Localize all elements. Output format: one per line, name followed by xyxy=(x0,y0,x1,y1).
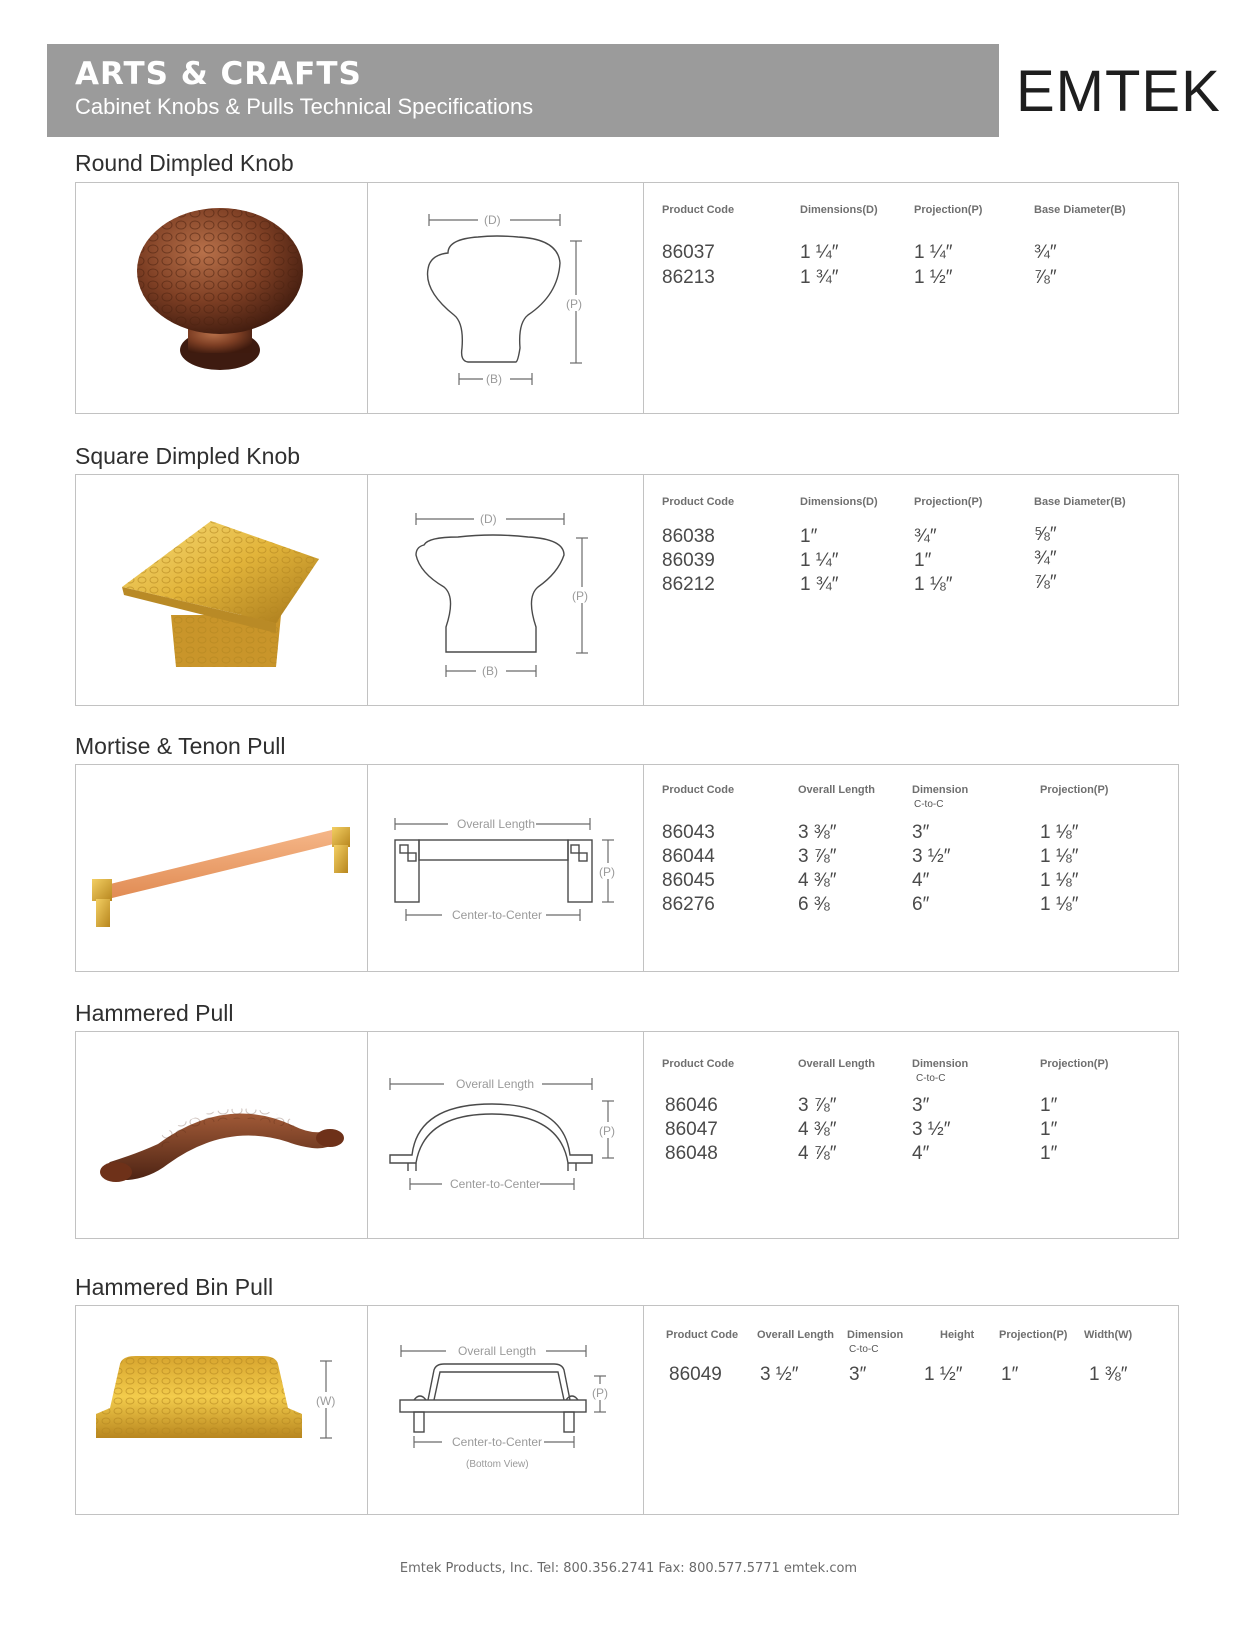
table-cell: 1″ xyxy=(1001,1364,1019,1385)
col-header: Product Code xyxy=(666,1329,739,1341)
dim-label-p: (P) xyxy=(599,865,615,879)
spec-box-square-knob xyxy=(75,474,1179,706)
dim-label-ctc: Center-to-Center xyxy=(452,908,543,922)
section-title: Mortise & Tenon Pull xyxy=(75,733,286,759)
table-cell: 4 ⅜″ xyxy=(798,870,837,891)
table-cell: 1 ⅛″ xyxy=(1040,846,1079,867)
table-cell: 1 ⅛″ xyxy=(914,574,953,595)
col-header: Dimensions(D) xyxy=(800,204,878,216)
table-cell: 3 ½″ xyxy=(760,1364,799,1385)
spec-box-round-knob xyxy=(75,182,1179,414)
table-cell: 1 ¾″ xyxy=(800,267,839,288)
spec-table xyxy=(644,183,1178,413)
technical-drawing-cell xyxy=(368,475,644,705)
spec-table xyxy=(644,1306,1178,1514)
col-header: Base Diameter(B) xyxy=(1034,496,1126,508)
square-knob-drawing xyxy=(368,475,644,707)
col-header: Projection(P) xyxy=(914,496,983,508)
dim-label-overall: Overall Length xyxy=(457,817,536,831)
copper-round-knob-photo xyxy=(76,183,368,415)
col-header: Projection(P) xyxy=(999,1329,1068,1341)
table-cell: 86045 xyxy=(662,870,715,891)
table-cell: 4″ xyxy=(912,1143,930,1164)
table-cell: 86044 xyxy=(662,846,715,867)
col-header: Dimension xyxy=(912,1058,969,1070)
dim-label-w: (W) xyxy=(316,1394,336,1408)
dim-label-overall: Overall Length xyxy=(456,1077,535,1091)
table-cell: 6 ⅜ xyxy=(798,894,830,915)
table-cell: 86213 xyxy=(662,267,715,288)
table-cell: 3 ⅜″ xyxy=(798,822,837,843)
section-title: Hammered Pull xyxy=(75,1000,234,1026)
col-subheader: C-to-C xyxy=(916,1073,946,1084)
table-cell: 1″ xyxy=(1040,1119,1058,1140)
table-cell: 1 ½″ xyxy=(914,267,953,288)
dim-label-d: (D) xyxy=(480,512,497,526)
table-cell: 3 ⅞″ xyxy=(798,1095,837,1116)
section-title: Hammered Bin Pull xyxy=(75,1274,274,1300)
dim-label-p: (P) xyxy=(572,589,588,603)
table-cell: 86047 xyxy=(665,1119,718,1140)
dim-label-b: (B) xyxy=(486,372,502,386)
col-subheader: C-to-C xyxy=(914,799,944,810)
table-cell: 86049 xyxy=(669,1364,722,1385)
table-cell: ⅞″ xyxy=(1034,572,1057,593)
table-cell: 86037 xyxy=(662,242,715,263)
col-header: Product Code xyxy=(662,204,735,216)
table-cell: ¾″ xyxy=(1034,242,1057,263)
table-cell: ⅝″ xyxy=(1034,524,1057,545)
col-header: Product Code xyxy=(662,1058,735,1070)
table-cell: 1″ xyxy=(800,526,818,547)
table-cell: 3″ xyxy=(849,1364,867,1385)
table-cell: 86038 xyxy=(662,526,715,547)
table-cell: 3″ xyxy=(912,822,930,843)
spec-box-hammered-pull xyxy=(75,1031,1179,1239)
table-cell: 1 ⅜″ xyxy=(1089,1364,1128,1385)
spec-box-mortise-pull xyxy=(75,764,1179,972)
table-cell: 1 ¾″ xyxy=(800,574,839,595)
table-cell: 1 ⅛″ xyxy=(1040,894,1079,915)
col-header: Projection(P) xyxy=(914,204,983,216)
table-cell: 3 ½″ xyxy=(912,1119,951,1140)
technical-drawing-cell xyxy=(368,183,644,413)
product-photo-cell xyxy=(76,765,368,971)
table-cell: 1 ¼″ xyxy=(800,550,839,571)
dim-label-p: (P) xyxy=(592,1386,608,1400)
spec-table xyxy=(644,475,1178,705)
product-photo-cell xyxy=(76,1032,368,1238)
table-cell: 6″ xyxy=(912,894,930,915)
table-cell: 86043 xyxy=(662,822,715,843)
table-cell: ¾″ xyxy=(1034,548,1057,569)
bin-pull-drawing xyxy=(368,1306,644,1516)
round-knob-drawing xyxy=(368,183,644,415)
table-cell: ⅞″ xyxy=(1034,267,1057,288)
dim-label-ctc: Center-to-Center xyxy=(452,1435,543,1449)
table-cell: 86039 xyxy=(662,550,715,571)
footer-contact: Emtek Products, Inc. Tel: 800.356.2741 Fax: 800.577.5771 emtek.com xyxy=(399,1561,858,1576)
col-header: Dimension xyxy=(847,1329,904,1341)
header-bar xyxy=(47,44,999,137)
table-cell: 86212 xyxy=(662,574,715,595)
col-header: Overall Length xyxy=(798,1058,876,1070)
mortise-pull-drawing xyxy=(368,765,644,973)
dim-label-p: (P) xyxy=(599,1124,615,1138)
technical-drawing-cell xyxy=(368,1032,644,1238)
section-title: Square Dimpled Knob xyxy=(75,443,301,469)
table-cell: 1 ⅛″ xyxy=(1040,870,1079,891)
technical-drawing-cell xyxy=(368,1306,644,1514)
spec-table xyxy=(644,765,1178,971)
col-header: Overall Length xyxy=(757,1329,835,1341)
hammered-pull-drawing xyxy=(368,1032,644,1240)
col-header: Product Code xyxy=(662,784,735,796)
table-cell: 86046 xyxy=(665,1095,718,1116)
table-cell: 1″ xyxy=(1040,1095,1058,1116)
product-photo-cell xyxy=(76,1306,368,1514)
table-cell: 1 ½″ xyxy=(924,1364,963,1385)
section-title: Round Dimpled Knob xyxy=(75,150,294,176)
emtek-logo: EMTEK xyxy=(1016,59,1221,124)
col-header: Height xyxy=(940,1329,975,1341)
dim-label-overall: Overall Length xyxy=(458,1344,537,1358)
spec-box-bin-pull xyxy=(75,1305,1179,1515)
collection-title: ARTS & CRAFTS xyxy=(75,56,362,92)
table-cell: 3″ xyxy=(912,1095,930,1116)
col-header: Base Diameter(B) xyxy=(1034,204,1126,216)
dim-label-ctc: Center-to-Center xyxy=(450,1177,541,1191)
table-cell: 1 ¼″ xyxy=(800,242,839,263)
technical-drawing-cell xyxy=(368,765,644,971)
table-cell: 1″ xyxy=(914,550,932,571)
dim-label-p: (P) xyxy=(566,297,582,311)
col-subheader: C-to-C xyxy=(849,1344,879,1355)
table-cell: 4 ⅞″ xyxy=(798,1143,837,1164)
brass-square-knob-photo xyxy=(76,475,368,707)
product-photo-cell xyxy=(76,183,368,413)
dim-label-d: (D) xyxy=(484,213,501,227)
bottom-view-note: (Bottom View) xyxy=(466,1459,529,1470)
col-header: Overall Length xyxy=(798,784,876,796)
copper-hammered-pull-photo xyxy=(76,1032,368,1240)
col-header: Product Code xyxy=(662,496,735,508)
table-cell: 4″ xyxy=(912,870,930,891)
col-header: Projection(P) xyxy=(1040,1058,1109,1070)
table-cell: 86276 xyxy=(662,894,715,915)
table-cell: 1 ¼″ xyxy=(914,242,953,263)
copper-bar-pull-photo xyxy=(76,765,368,973)
table-cell: 4 ⅜″ xyxy=(798,1119,837,1140)
col-header: Dimensions(D) xyxy=(800,496,878,508)
col-header: Width(W) xyxy=(1084,1329,1133,1341)
col-header: Dimension xyxy=(912,784,969,796)
spec-table xyxy=(644,1032,1178,1238)
table-cell: 86048 xyxy=(665,1143,718,1164)
dim-label-b: (B) xyxy=(482,664,498,678)
table-cell: 1″ xyxy=(1040,1143,1058,1164)
table-cell: 3 ⅞″ xyxy=(798,846,837,867)
product-photo-cell xyxy=(76,475,368,705)
table-cell: ¾″ xyxy=(914,526,937,547)
table-cell: 3 ½″ xyxy=(912,846,951,867)
col-header: Projection(P) xyxy=(1040,784,1109,796)
brass-bin-pull-photo xyxy=(76,1306,368,1516)
table-cell: 1 ⅛″ xyxy=(1040,822,1079,843)
document-subtitle: Cabinet Knobs & Pulls Technical Specifications xyxy=(75,94,534,119)
